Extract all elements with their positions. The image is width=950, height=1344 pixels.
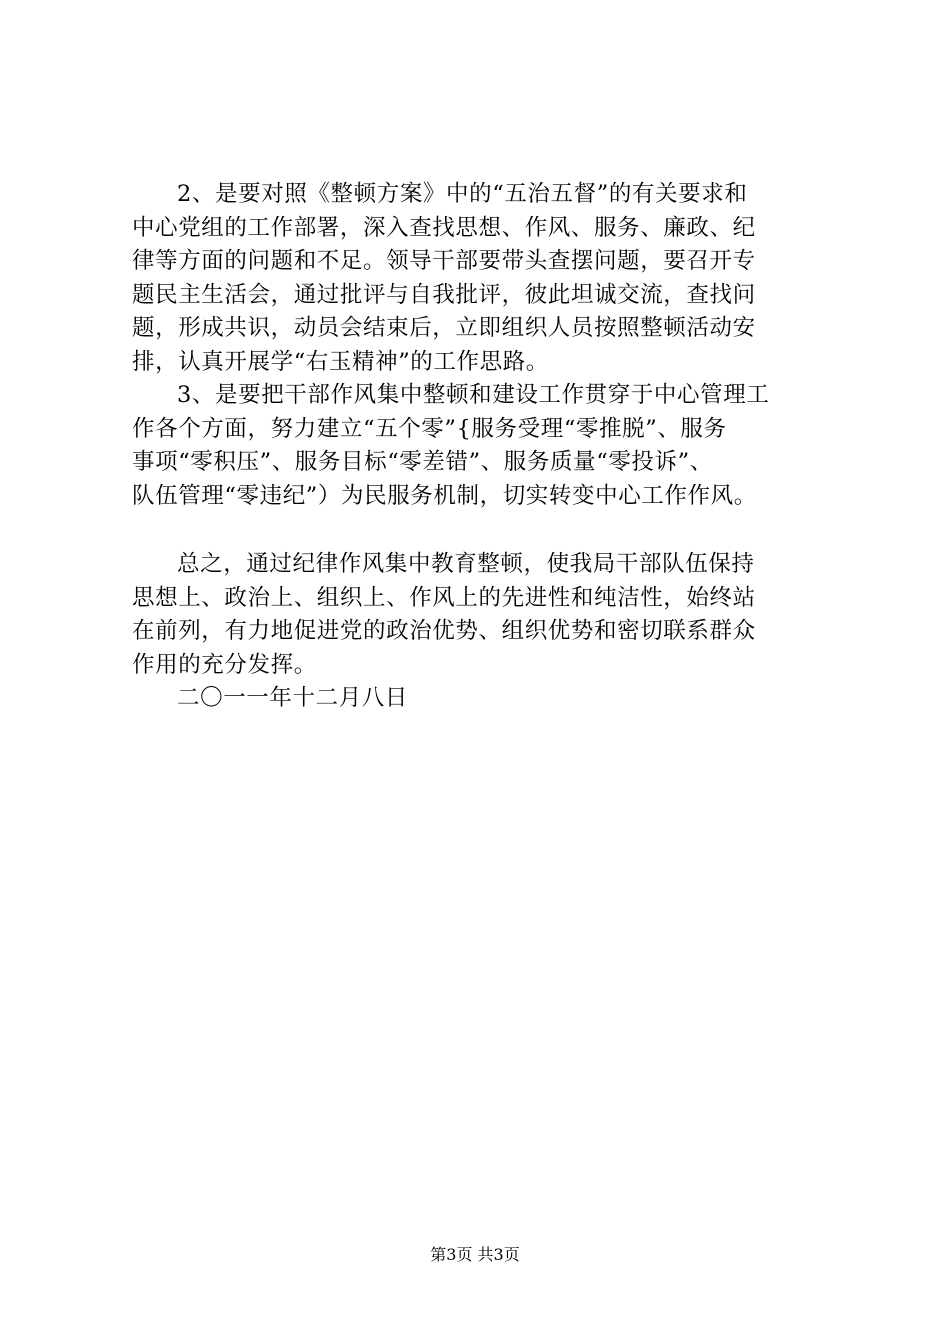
document-date: 二〇一一年十二月八日 <box>177 685 409 711</box>
paragraph-gap <box>132 513 852 548</box>
paragraph-2-line-3: 律等方面的问题和不足。领导干部要带头查摆问题，要召开专 <box>132 248 756 274</box>
conclusion-line-4: 作用的充分发挥。 <box>132 651 317 678</box>
page-footer: 第3页 共3页 <box>430 1245 520 1264</box>
conclusion-line-1: 总之，通过纪律作风集中教育整顿，使我局干部队伍保持 <box>177 551 755 577</box>
conclusion-line-2: 思想上、政治上、组织上、作风上的先进性和纯洁性，始终站 <box>132 584 756 611</box>
paragraph-2-line-1: 2、是要对照《整顿方案》中的“五治五督”的有关要求和 <box>177 181 748 207</box>
paragraph-3-line-2: 作各个方面，努力建立“五个零”{服务受理“零推脱”、服务 <box>132 415 727 442</box>
paragraph-2-line-2: 中心党组的工作部署，深入查找思想、作风、服务、廉政、纪 <box>132 214 756 241</box>
conclusion-line-3: 在前列，有力地促进党的政治优势、组织优势和密切联系群众 <box>132 618 756 644</box>
document-body <box>132 178 852 716</box>
paragraph-2-line-4: 题民主生活会，通过批评与自我批评，彼此坦诚交流，查找问 <box>132 281 756 308</box>
paragraph-2-line-6: 排，认真开展学“右玉精神”的工作思路。 <box>132 348 549 375</box>
paragraph-2-line-5: 题，形成共识，动员会结束后，立即组织人员按照整顿活动安 <box>132 315 756 341</box>
paragraph-3-line-1: 3、是要把干部作风集中整顿和建设工作贯穿于中心管理工 <box>177 382 770 408</box>
paragraph-3-line-3: 事项“零积压”、服务目标“零差错”、服务质量“零投诉”、 <box>132 449 713 475</box>
paragraph-3-line-4: 队伍管理“零违纪”）为民服务机制，切实转变中心工作作风。 <box>132 482 757 509</box>
